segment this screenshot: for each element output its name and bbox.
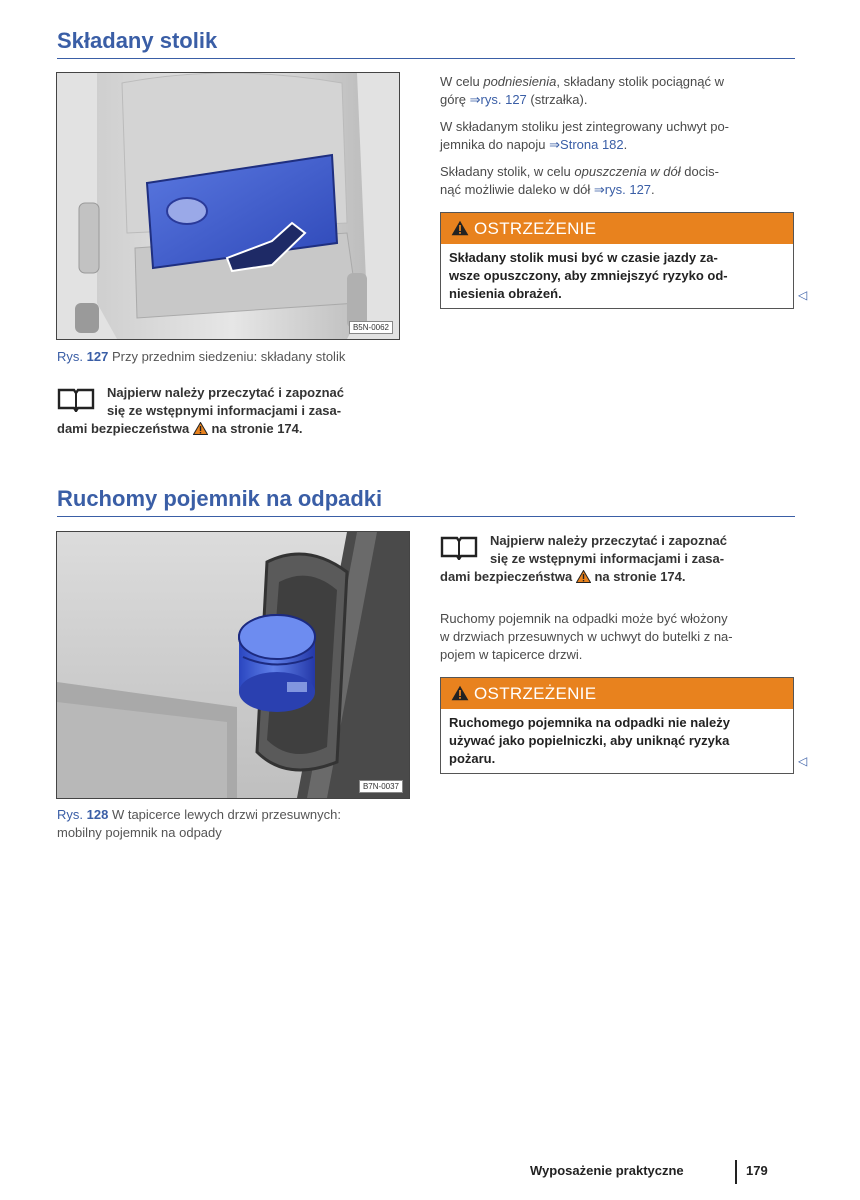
section-heading-folding-table: Składany stolik <box>57 28 795 59</box>
page-number: 179 <box>746 1163 768 1178</box>
footer-chapter-title: Wyposażenie praktyczne <box>530 1163 684 1178</box>
caption-rys: Rys. <box>57 807 83 822</box>
caption-text-line-2: mobilny pojemnik na odpady <box>57 825 222 840</box>
caption-text: W tapicerce lewych drzwi przesuwnych: <box>111 807 341 822</box>
caption-rys: Rys. <box>57 349 83 364</box>
paragraph-raise-table: W celu podniesienia, składany stolik pociągnąć w górę ⇒rys. 127 (strzałka). <box>440 74 725 107</box>
caption-text: Przy przednim siedzeniu: składany stolik <box>111 349 346 364</box>
footer-divider <box>735 1160 737 1184</box>
figure-caption <box>57 348 345 366</box>
figure-waste-bin <box>56 531 410 799</box>
figure-code: B5N-0062 <box>349 321 393 334</box>
waste-bin-illustration <box>57 532 409 798</box>
read-first-line-1: Najpierw należy przeczytać i zapoznać <box>490 533 727 548</box>
read-first-line-3a: dami bezpieczeństwa <box>57 421 190 436</box>
book-icon <box>440 534 478 565</box>
warning-title: OSTRZEŻENIE <box>474 219 597 238</box>
read-first-line-3b: na stronie 174. <box>211 421 303 436</box>
read-first-line-1: Najpierw należy przeczytać i zapoznać <box>107 385 344 400</box>
warning-header <box>441 678 793 709</box>
warning-triangle-icon <box>193 422 208 440</box>
figure-code: B7N-0037 <box>359 780 403 793</box>
section-heading-waste-bin: Ruchomy pojemnik na odpadki <box>57 486 795 517</box>
read-first-line-3b: na stronie 174. <box>594 569 686 584</box>
figure-reference-link[interactable]: ⇒rys. 127 <box>593 182 652 197</box>
warning-triangle-icon <box>451 680 469 711</box>
read-first-line-2: się ze wstępnymi informacjami i zasa- <box>107 403 342 418</box>
folding-table-illustration <box>57 73 399 339</box>
warning-triangle-icon <box>451 215 469 246</box>
warning-text: Składany stolik musi być w czasie jazdy za- wsze opuszczony, aby zmniejszyć ryzyko od- niesienia obrażeń. <box>449 250 728 301</box>
figure-folding-table <box>56 72 400 340</box>
caption-number: 127 <box>86 349 109 364</box>
section-end-mark: ◁ <box>798 754 808 768</box>
warning-header <box>441 213 793 244</box>
read-first-note <box>57 384 397 440</box>
read-first-line-3a: dami bezpieczeństwa <box>440 569 573 584</box>
book-icon <box>57 386 95 417</box>
warning-text: Ruchomego pojemnika na odpadki nie należy używać jako popielniczki, aby uniknąć ryzyka pożaru. <box>449 715 730 766</box>
read-first-line-2: się ze wstępnymi informacjami i zasa- <box>490 551 725 566</box>
warning-box <box>440 677 794 774</box>
paragraph-waste-bin: Ruchomy pojemnik na odpadki może być włożony w drzwiach przesuwnych w uchwyt do butelki z na- pojem w tapicerce drzwi. <box>440 611 733 662</box>
figure-reference-link[interactable]: ⇒rys. 127 <box>469 92 527 107</box>
warning-triangle-icon <box>576 570 591 588</box>
warning-box <box>440 212 794 309</box>
section-end-mark: ◁ <box>798 288 808 302</box>
read-first-note <box>440 532 796 588</box>
page-reference-link[interactable]: ⇒Strona 182 <box>549 137 624 152</box>
caption-number: 128 <box>86 807 109 822</box>
warning-title: OSTRZEŻENIE <box>474 684 597 703</box>
paragraph-lower-table: Składany stolik, w celu opuszczenia w dół docis- nąć możliwie daleko w dół ⇒rys. 127. <box>440 164 719 197</box>
paragraph-cup-holder: W składanym stoliku jest zintegrowany uchwyt po- jemnika do napoju ⇒Strona 182. <box>440 119 730 152</box>
figure-caption <box>57 806 417 842</box>
